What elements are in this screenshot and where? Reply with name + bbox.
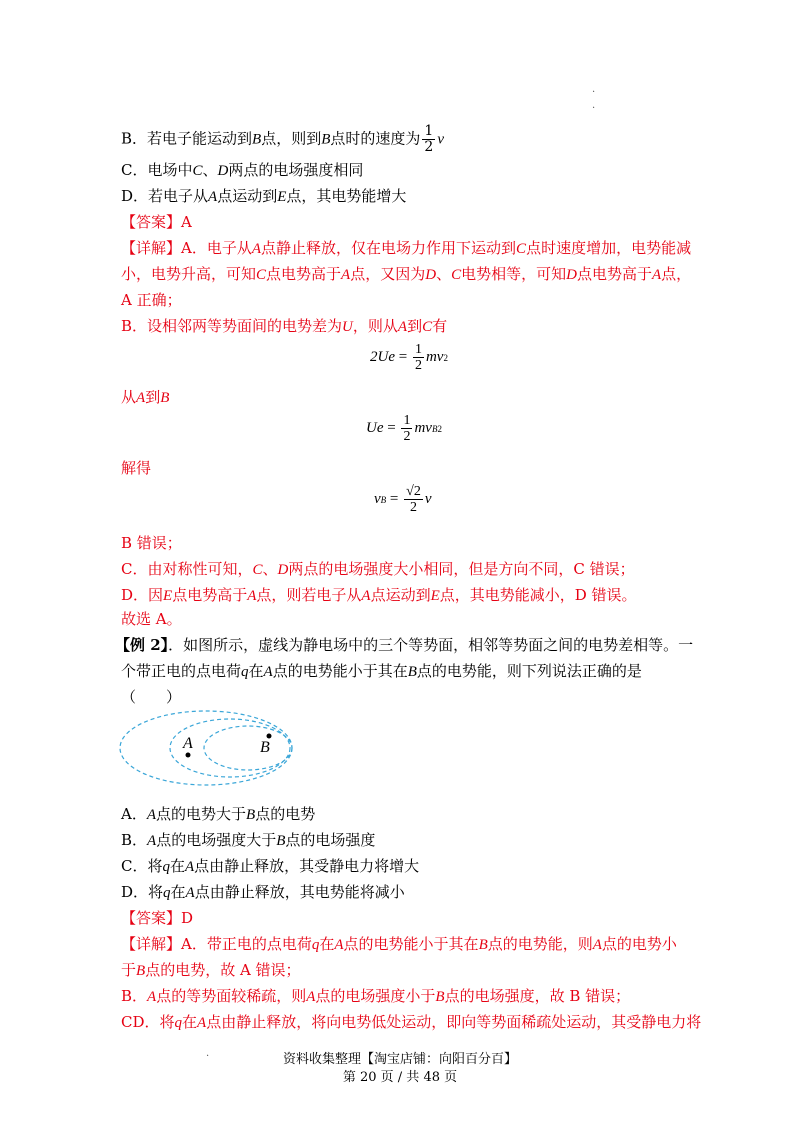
detail-2-line-3: B．A点的等势面较稀疏，则A点的电场强度小于B点的电场强度，故 B 错误；	[121, 987, 631, 1005]
fraction: $\frac{1}{2}$	[424, 123, 434, 155]
label-a: A	[183, 735, 193, 752]
detail-2-line-1: 【详解】A．带正电的点电荷q在A点的电势能小于其在B点的电势能，则A点的电势小	[121, 935, 677, 953]
example-2-line-2: 个带正电的点电荷q在A点的电势能小于其在B点的电势能，则下列说法正确的是	[121, 662, 642, 680]
option-b: B．A点的电场强度大于B点的电场强度	[121, 831, 376, 849]
label-b: B	[260, 739, 270, 756]
equation-3: v B = $\frac{√2}{2}$ v	[374, 484, 432, 515]
detail-1-line-1: 【详解】A．电子从A点静止释放，仅在电场力作用下运动到C点时速度增加，电势能减	[121, 239, 692, 257]
detail-1-line-6: C．由对称性可知，C、D两点的电场强度大小相同，但是方向不同，C 错误；	[121, 560, 635, 578]
page-mark: .	[206, 1048, 210, 1059]
option-d: D．将q在A点由静止释放，其电势能将减小	[121, 883, 405, 901]
option-c-prev: C．电场中C、D两点的电场强度相同	[121, 161, 364, 179]
point-a	[186, 753, 191, 758]
option-c: C．将q在A点由静止释放，其受静电力将增大	[121, 857, 420, 875]
equation-1: 2Ue = $\frac{1}{2}$ mv 2	[370, 342, 448, 373]
page-mark: .	[592, 84, 596, 95]
detail-1-line-3: A 正确；	[121, 291, 182, 309]
option-a: A．A点的电势大于B点的电势	[121, 805, 316, 823]
equation-2: Ue = $\frac{1}{2}$ mv B 2	[366, 413, 442, 444]
equipotential-figure	[118, 708, 298, 790]
footer-shop: 资料收集整理【淘宝店铺：向阳百分百】	[282, 1052, 517, 1067]
detail-1-line-5: B 错误；	[121, 534, 182, 552]
example-2-line-1: 【例 2】．如图所示，虚线为静电场中的三个等势面，相邻等势面之间的电势差相等。一	[115, 636, 694, 654]
detail-1-line-4: B．设相邻两等势面间的电势差为U，则从A到C有	[121, 317, 448, 335]
equipotential-inner	[204, 726, 292, 770]
footer-page-number: 第 20 页 / 共 48 页	[342, 1070, 458, 1085]
detail-2-line-4: CD．将q在A点由静止释放，将向电势低处运动，即向等势面稀疏处运动，其受静电力将	[121, 1013, 702, 1031]
detail-1-line-8: 故选 A。	[121, 610, 182, 628]
detail-2-line-2: 于B点的电势，故 A 错误；	[121, 961, 301, 979]
option-b-prev: B．若电子能运动到B点，则到B点时的速度为 $\frac{1}{2}$ v	[121, 123, 444, 155]
point-b	[267, 734, 272, 739]
detail-1-solve: 解得	[121, 459, 152, 477]
detail-1-line-2: 小，电势升高，可知C点电势高于A点，又因为D、C电势相等，可知D点电势高于A点，	[121, 265, 692, 283]
detail-1-line-7: D．因E点电势高于A点，则若电子从A点运动到E点，其电势能减小，D 错误。	[121, 586, 637, 604]
answer-2: 【答案】D	[121, 909, 194, 927]
detail-1-from: 从A到B	[121, 388, 170, 406]
example-2-paren: （ ）	[121, 688, 182, 706]
page-mark: .	[592, 100, 596, 111]
option-d-prev: D．若电子从A点运动到E点，其电势能增大	[121, 187, 407, 205]
answer-1: 【答案】A	[121, 213, 192, 231]
